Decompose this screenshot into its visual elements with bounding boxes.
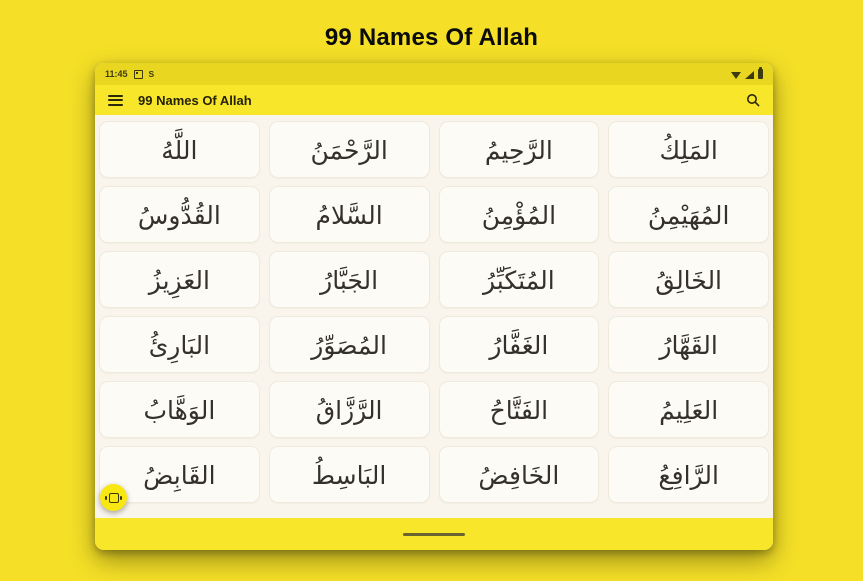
name-arabic-text: السَّلامُ <box>315 201 383 231</box>
name-card-1[interactable] <box>99 121 260 178</box>
name-card-12[interactable] <box>608 251 769 308</box>
tablet-screenshot <box>95 63 773 550</box>
name-card-4[interactable] <box>608 121 769 178</box>
name-card-24[interactable] <box>608 446 769 503</box>
name-arabic-text: المُهَيْمِنُ <box>647 201 730 231</box>
search-icon[interactable] <box>745 93 760 108</box>
name-arabic-text: القَابِضُ <box>143 461 216 491</box>
names-grid <box>95 115 773 518</box>
video-icon <box>109 493 119 503</box>
page-title: 99 Names Of Allah <box>324 24 539 51</box>
name-arabic-text: البَارِئُ <box>148 331 211 361</box>
home-indicator[interactable] <box>403 533 465 536</box>
name-card-11[interactable] <box>439 251 600 308</box>
name-arabic-text: المُتَكَبِّرُ <box>483 266 555 296</box>
name-arabic-text: الرَّافِعُ <box>658 461 719 491</box>
name-arabic-text: الجَبَّارُ <box>320 266 379 296</box>
battery-icon <box>758 69 763 79</box>
name-arabic-text: الخَالِقُ <box>655 266 723 296</box>
name-card-16[interactable] <box>608 316 769 373</box>
name-arabic-text: الخَافِضُ <box>478 461 560 491</box>
name-arabic-text: العَلِيمُ <box>659 396 719 426</box>
name-arabic-text: المُؤْمِنُ <box>481 201 557 231</box>
name-card-15[interactable] <box>439 316 600 373</box>
name-arabic-text: العَزِيزُ <box>148 266 210 296</box>
name-arabic-text: المَلِكُ <box>659 136 718 166</box>
status-time: 11:45 <box>105 69 128 79</box>
name-arabic-text: الوَهَّابُ <box>143 396 216 426</box>
name-card-7[interactable] <box>439 186 600 243</box>
name-arabic-text: الرَّحِيمُ <box>484 136 553 166</box>
cellular-signal-icon <box>745 71 754 79</box>
app-bar <box>95 85 773 115</box>
square-notification-icon <box>134 70 143 79</box>
fab-button[interactable] <box>100 484 127 511</box>
app-bar-title: 99 Names Of Allah <box>138 92 252 108</box>
name-card-18[interactable] <box>269 381 430 438</box>
name-card-9[interactable] <box>99 251 260 308</box>
name-card-20[interactable] <box>608 381 769 438</box>
name-card-3[interactable] <box>439 121 600 178</box>
name-card-13[interactable] <box>99 316 260 373</box>
name-arabic-text: الرَّزَّاقُ <box>315 396 383 426</box>
name-card-5[interactable] <box>99 186 260 243</box>
name-arabic-text: الغَفَّارُ <box>489 331 549 361</box>
name-arabic-text: القَهَّارُ <box>659 331 718 361</box>
name-card-17[interactable] <box>99 381 260 438</box>
name-arabic-text: البَاسِطُ <box>311 461 387 491</box>
bottom-nav-bar <box>95 518 773 550</box>
wifi-icon <box>731 72 741 79</box>
name-card-10[interactable] <box>269 251 430 308</box>
name-arabic-text: اللَّهُ <box>161 136 198 166</box>
name-card-23[interactable] <box>439 446 600 503</box>
status-bar-left <box>105 69 154 79</box>
name-arabic-text: القُدُّوسُ <box>137 201 221 231</box>
status-bar-right <box>731 69 763 79</box>
name-arabic-text: المُصَوِّرُ <box>311 331 387 361</box>
name-arabic-text: الفَتَّاحُ <box>489 396 549 426</box>
name-card-6[interactable] <box>269 186 430 243</box>
status-bar <box>95 63 773 85</box>
name-card-8[interactable] <box>608 186 769 243</box>
name-card-14[interactable] <box>269 316 430 373</box>
name-card-2[interactable] <box>269 121 430 178</box>
menu-icon[interactable] <box>108 95 123 106</box>
s-notification-icon: S <box>148 68 155 79</box>
name-arabic-text: الرَّحْمَنُ <box>310 136 388 166</box>
name-card-19[interactable] <box>439 381 600 438</box>
name-card-22[interactable] <box>269 446 430 503</box>
